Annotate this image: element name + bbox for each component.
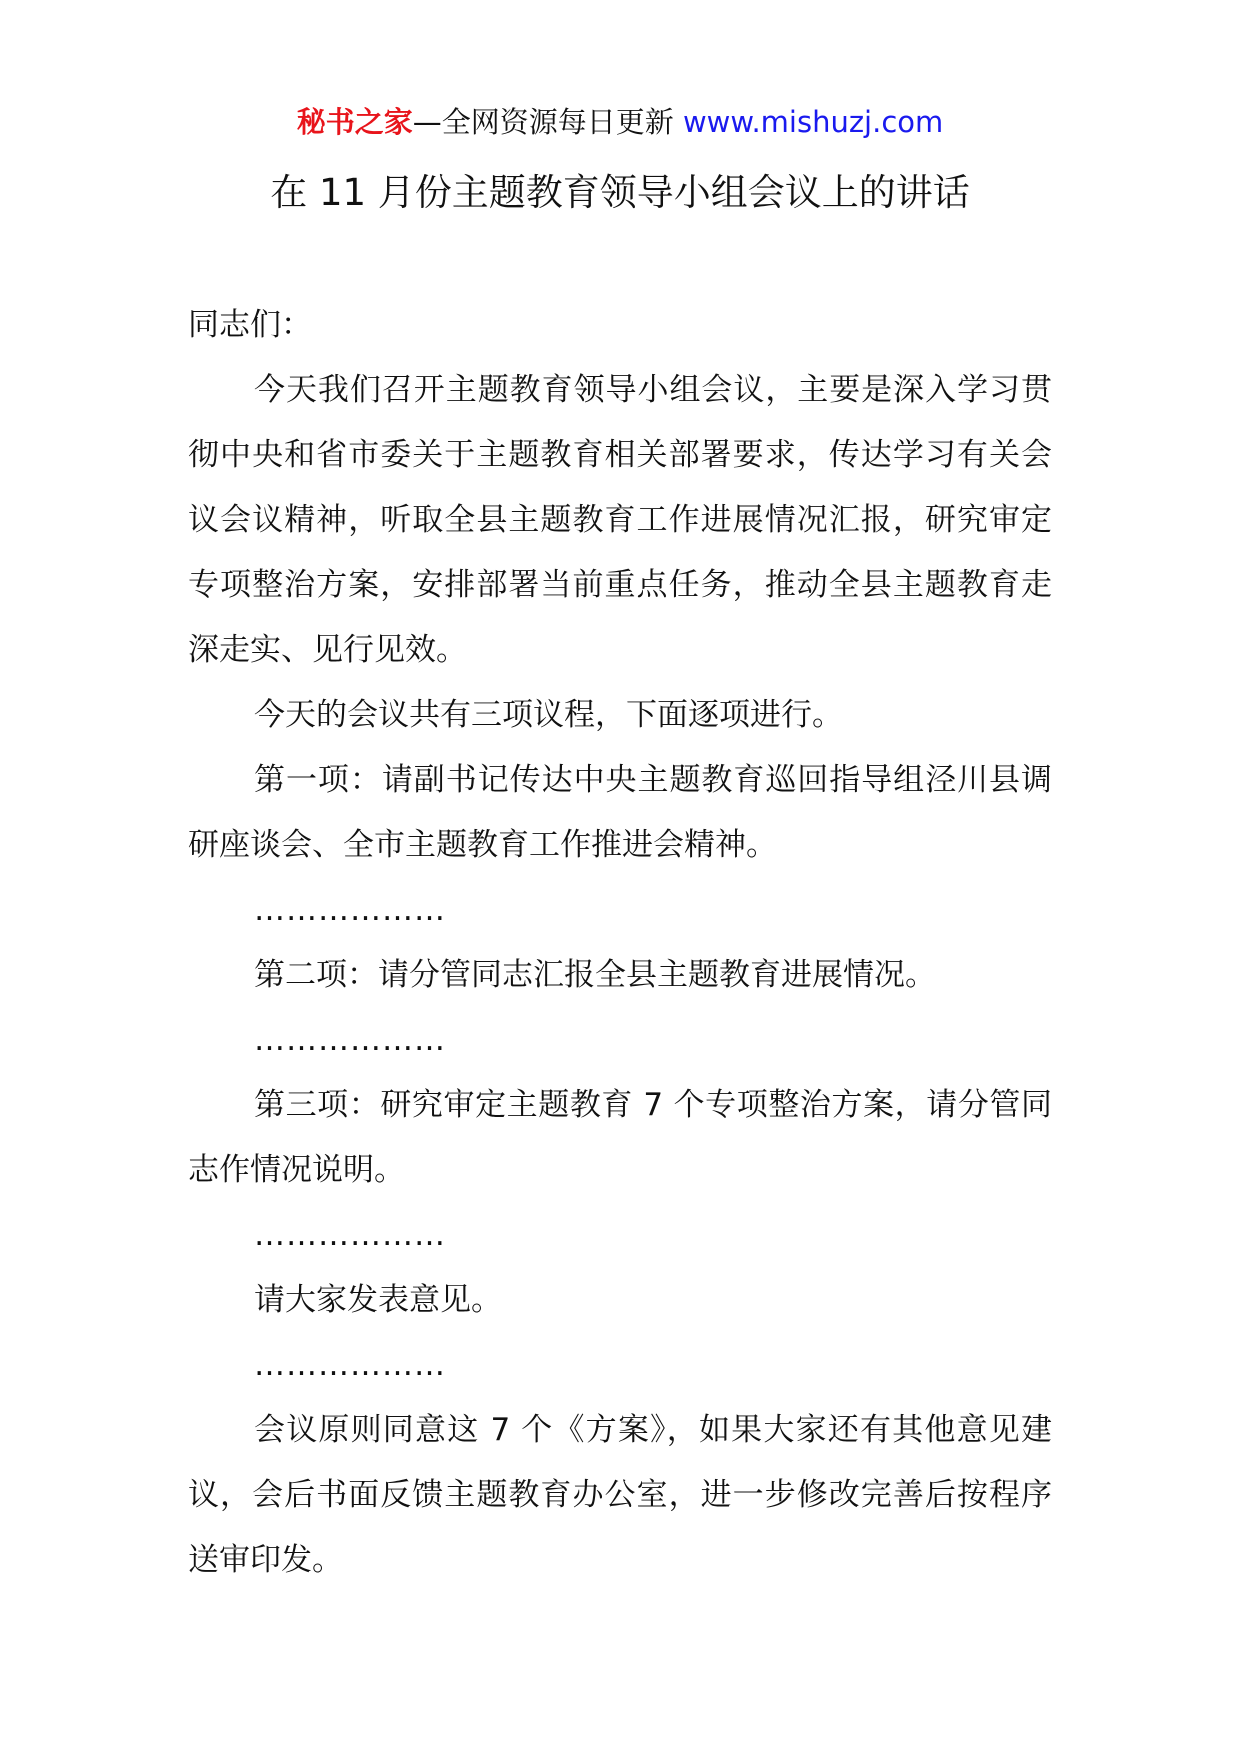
paragraph-item-3: 第三项：研究审定主题教育 7 个专项整治方案，请分管同志作情况说明。 [188,1087,1052,1188]
ellipsis-line: ……………… [254,1347,446,1383]
ellipsis-line: ……………… [254,1217,446,1253]
paragraph-opinions: 请大家发表意见。 [254,1282,502,1318]
ellipsis-line: ……………… [254,892,446,928]
brand-name: 秘书之家 [296,105,413,139]
paragraph-item-1: 第一项：请副书记传达中央主题教育巡回指导组泾川县调研座谈会、全市主题教育工作推进会精神。 [188,762,1052,863]
site-url-link[interactable]: www.mishuzj.com [682,105,944,139]
document-body [188,293,1052,1593]
site-header [0,102,1240,142]
salutation: 同志们： [188,307,312,343]
paragraph-intro: 今天我们召开主题教育领导小组会议，主要是深入学习贯彻中央和省市委关于主题教育相关部署要求，传达学习有关会议会议精神，听取全县主题教育工作进展情况汇报，研究审定专项整治方案，安排部署当前重点任务，推动全县主题教育走深走实、见行见效。 [188,372,1052,668]
paragraph-item-2: 第二项：请分管同志汇报全县主题教育进展情况。 [254,957,936,993]
ellipsis-line: ……………… [254,1022,446,1058]
site-slogan: —全网资源每日更新 [412,105,683,139]
document-title: 在 11 月份主题教育领导小组会议上的讲话 [270,171,970,214]
paragraph-agenda: 今天的会议共有三项议程，下面逐项进行。 [254,697,843,733]
paragraph-conclusion: 会议原则同意这 7 个《方案》，如果大家还有其他意见建议，会后书面反馈主题教育办公室，进一步修改完善后按程序送审印发。 [188,1412,1052,1578]
